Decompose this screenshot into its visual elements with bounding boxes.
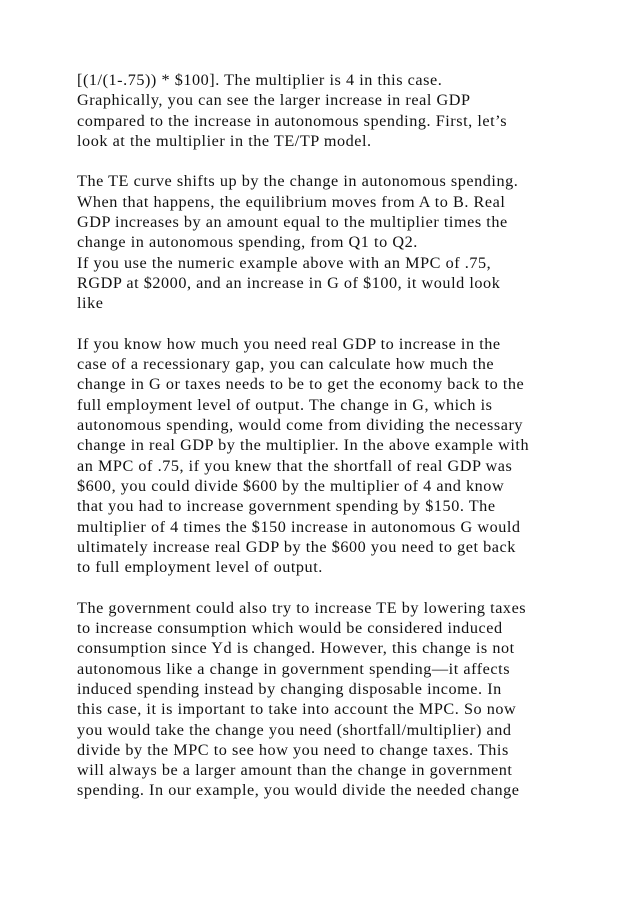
text-line: change in G or taxes needs to be to get the economy back to the (77, 375, 525, 394)
text-line: this case, it is important to take into account the MPC. So now (77, 700, 517, 719)
text-line: [(1/(1-.75)) * $100]. The multiplier is 4 in this case. (77, 71, 443, 89)
text-line: you would take the change you need (shortfall/multiplier) and (77, 720, 512, 739)
text-line: spending. In our example, you would divide the needed change (77, 781, 520, 800)
text-line: GDP increases by an amount equal to the multiplier times the (77, 213, 508, 232)
text-line: If you know how much you need real GDP to increase in the (77, 334, 501, 353)
text-line: divide by the MPC to see how you need to change taxes. This (77, 740, 509, 759)
text-line: If you use the numeric example above with an MPC of .75, (77, 253, 492, 272)
paragraph-spacer (77, 577, 577, 597)
text-line: to increase consumption which would be considered induced (77, 619, 503, 638)
text-line: When that happens, the equilibrium moves from A to B. Real (77, 192, 506, 211)
text-line: like (77, 294, 104, 313)
text-line: compared to the increase in autonomous spending. First, let’s (77, 111, 508, 130)
text-line: change in autonomous spending, from Q1 to Q2. (77, 233, 418, 252)
text-line: $600, you could divide $600 by the multiplier of 4 and know (77, 476, 505, 495)
text-line: change in real GDP by the multiplier. In the above example with (77, 436, 530, 455)
text-line: Graphically, you can see the larger increase in real GDP (77, 91, 471, 110)
text-line: RGDP at $2000, and an increase in G of $100, it would look (77, 273, 501, 292)
text-line: consumption since Yd is changed. However, this change is not (77, 639, 515, 658)
text-line: multiplier of 4 times the $150 increase in autonomous G would (77, 517, 521, 536)
paragraph-spacer (77, 151, 577, 171)
paragraph-multiplier-intro (77, 70, 577, 151)
text-line: to full employment level of output. (77, 558, 323, 577)
paragraph-lowering-taxes (77, 598, 577, 801)
paragraph-spacer (77, 314, 577, 334)
text-line: that you had to increase government spending by $150. The (77, 497, 496, 516)
paragraph-recessionary-gap (77, 334, 577, 578)
body-text (77, 70, 577, 801)
text-line: will always be a larger amount than the change in government (77, 761, 513, 780)
text-line: case of a recessionary gap, you can calculate how much the (77, 355, 495, 374)
text-line: autonomous like a change in government spending—it affects (77, 659, 511, 678)
text-line: The TE curve shifts up by the change in autonomous spending. (77, 172, 519, 191)
text-line: full employment level of output. The change in G, which is (77, 395, 493, 414)
text-line: look at the multiplier in the TE/TP model. (77, 131, 372, 150)
text-line: autonomous spending, would come from dividing the necessary (77, 416, 524, 435)
text-line: an MPC of .75, if you knew that the shortfall of real GDP was (77, 456, 513, 475)
text-line: ultimately increase real GDP by the $600 you need to get back (77, 537, 516, 556)
text-line: The government could also try to increase TE by lowering taxes (77, 598, 527, 617)
paragraph-te-curve-shift (77, 171, 577, 313)
text-line: induced spending instead by changing disposable income. In (77, 679, 502, 698)
